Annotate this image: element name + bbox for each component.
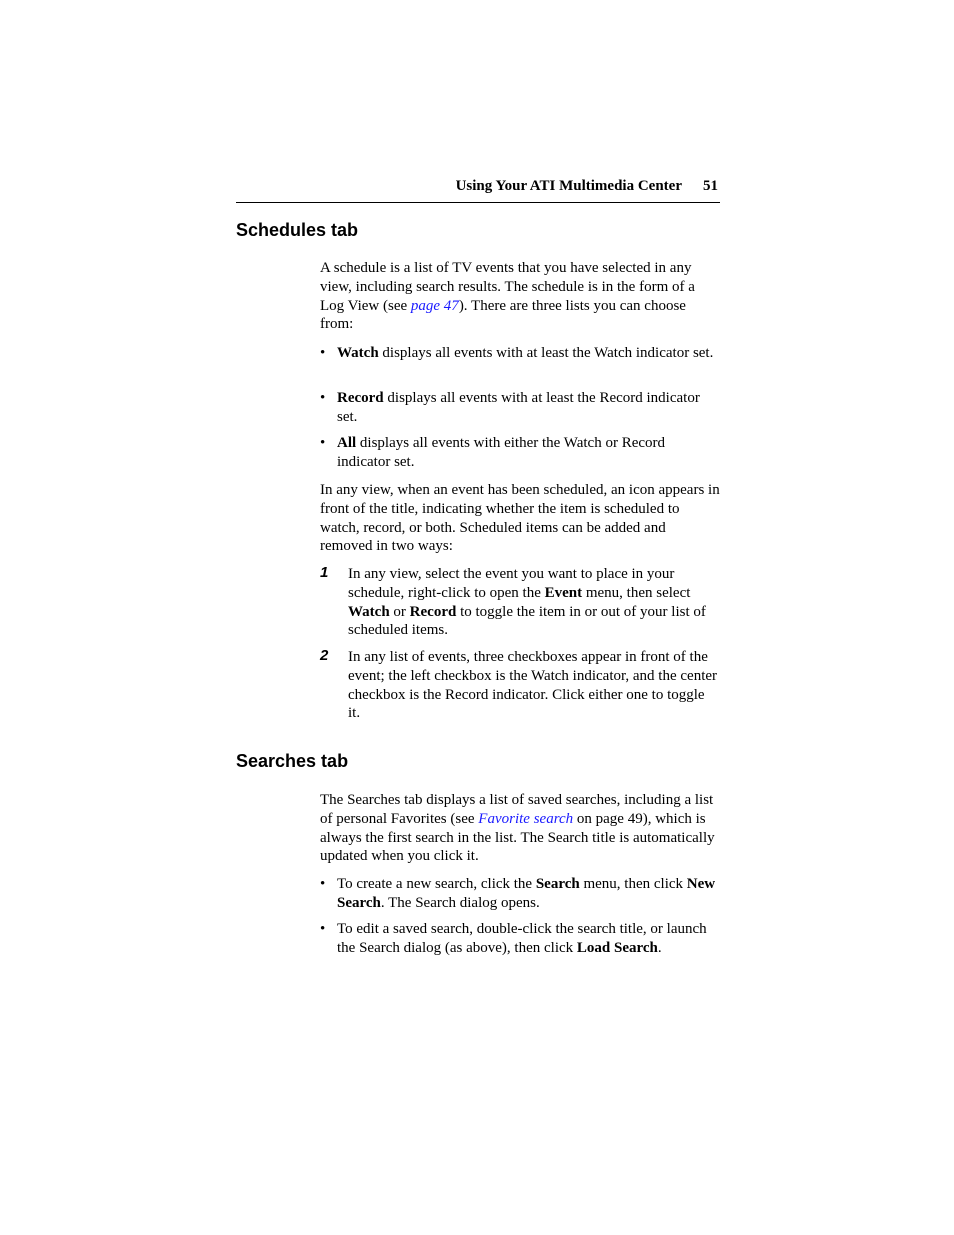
step-number: 1 [320,564,329,581]
text: to toggle the item in or out of your list of scheduled items. [348,603,706,639]
bullet-text [337,875,720,913]
term: Record [409,603,457,620]
step-number: 2 [320,647,329,664]
text: or [389,603,410,620]
bullet-icon: • [320,345,326,361]
bullet-icon: • [320,921,326,937]
term: All [337,435,357,451]
header-title: Using Your ATI Multimedia Center [455,178,682,194]
text: To edit a saved search, double-click the search title, or launch the Search dialog (as above), then click [337,921,707,956]
description: displays all events with either the Watch or Record indicator set. [337,435,666,470]
term: Watch [348,603,390,620]
text: menu, then click [579,876,687,892]
schedules-paragraph-2: In any view, when an event has been scheduled, an icon appears in front of the title, indicating whether the item is scheduled to watch, record, or both. Scheduled items can be added and removed in two ways: [320,482,720,555]
term: Record [337,390,384,406]
term: Watch [337,345,379,361]
text: . [657,939,662,956]
running-header [236,176,720,203]
text: . The Search dialog opens. [380,894,540,911]
text: menu, then select [582,584,691,601]
bullet-text [337,920,720,958]
bullet-icon: • [320,435,326,451]
page-number: 51 [703,178,718,194]
term: Search [535,876,580,892]
bullet-icon: • [320,876,326,892]
favorite-search-link[interactable]: Favorite search [478,810,574,827]
section-heading-schedules: Schedules tab [236,220,359,240]
description: displays all events with at least the Record indicator set. [337,390,700,425]
bullet-text [337,434,720,472]
text: To create a new search, click the [337,876,536,892]
page-47-link[interactable]: page 47 [410,297,459,314]
schedules-intro-paragraph [320,259,720,334]
searches-intro-paragraph [320,791,720,866]
intro-text: A schedule is a list of TV events that you have selected in any view, including search results. The schedule is in the form of a Log View (see [320,260,695,314]
bullet-icon: • [320,390,326,406]
term: New Search [337,876,716,911]
text: In any view, select the event you want to place in your schedule, right-click to open the [348,566,675,601]
bullet-text [337,389,720,427]
section-heading-searches: Searches tab [236,751,349,771]
term: Event [544,584,583,601]
intro-text: ). There are three lists you can choose from: [320,297,686,333]
bullet-text [337,344,720,363]
intro-text: The Searches tab displays a list of saved searches, including a list of personal Favorites (see [320,792,714,827]
step-text: In any list of events, three checkboxes appear in front of the event; the left checkbox is the Watch indicator, and the center checkbox is the Record indicator. Click either one to toggle it. [348,649,718,722]
term: Load Search [576,939,658,956]
description: displays all events with at least the Watch indicator set. [378,345,714,361]
step-text [348,565,720,640]
intro-text: on page 49), which is always the first search in the list. The Search title is automatically updated when you click it. [320,810,715,865]
